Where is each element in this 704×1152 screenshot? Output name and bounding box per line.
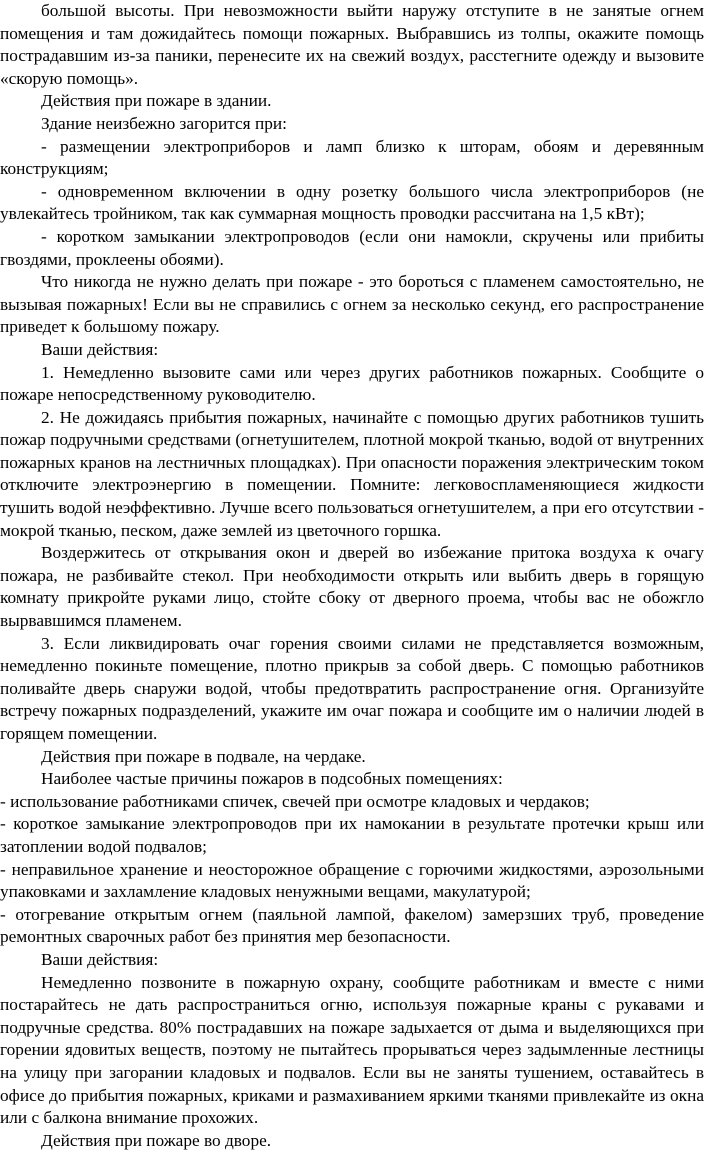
list-item: - коротком замыкании электропроводов (если они намокли, скручены или прибиты гвоздями, проклеены обоями). <box>0 226 704 269</box>
paragraph-20: Немедленно позвоните в пожарную охрану, сообщите работникам и вместе с ними постарайтесь не дать распространиться огню, используя пожарные краны с рукавами и подручные средства. 80% пострадавших на пожаре задыхается от дыма и выделяющихся при горении ядовитых веществ, поэтому не пытайтесь прорываться через задымленные лестницы на улицу при загорании кладовых и подвалов. Если вы не заняты тушением, оставайтесь в офисе до прибытия пожарных, криками и размахиванием яркими тканями привлекайте из окна или с балкона внимание прохожих. <box>0 972 704 1128</box>
list-item: - неправильное хранение и неосторожное обращение с горючими жидкостями, аэрозольными упаковками и захламление кладовых ненужными вещами, макулатурой; <box>0 859 704 902</box>
section-heading-basement-fire: Действия при пожаре в подвале, на чердаке. <box>41 746 366 766</box>
section-heading-building-fire: Действия при пожаре в здании. <box>41 91 272 111</box>
paragraph-7: Что никогда не нужно делать при пожаре - это бороться с пламенем самостоятельно, не вызывая пожарных! Если вы не справились с огнем за несколько секунд, его распространение приведет к большому пожару. <box>0 272 704 337</box>
list-item: - короткое замыкание электропроводов при их намокании в результате протечки крыш или затоплении водой подвалов; <box>0 814 704 856</box>
list-item: - размещении электроприборов и ламп близко к шторам, обоям и деревянным конструкциям; <box>0 136 704 179</box>
paragraph-3: Здание неизбежно загорится при: <box>41 113 287 133</box>
paragraph-14: Наиболее частые причины пожаров в подсобных помещениях: <box>41 769 503 789</box>
numbered-item-2: 2. Не дожидаясь прибытия пожарных, начинайте с помощью других работников тушить пожар подручными средствами (огнетушителем, плотной мокрой тканью, водой от внутренних пожарных кранов на лестничных площадках). При опасности поражения электрическим током отключите электроэнергию в помещении. Помните: легковоспламеняющиеся жидкости тушить водой неэффективно. Лучше всего пользоваться огнетушителем, а при его отсутствии - мокрой тканью, песком, даже землей из цветочного горшка. <box>0 407 704 540</box>
paragraph-11: Воздержитесь от открывания окон и дверей во избежание притока воздуха к очагу пожара, не разбивайте стекол. При необходимости открыть или выбить дверь в горящую комнату прикройте руками лицо, стойте сбоку от дверного проема, чтобы вас не обожгло вырвавшимся пламенем. <box>0 543 704 631</box>
list-item: - отогревание открытым огнем (паяльной лампой, факелом) замерзших труб, проведение ремонтных сварочных работ без принятия мер безопасности. <box>0 904 704 947</box>
numbered-item-3: 3. Если ликвидировать очаг горения своими силами не представляется возможным, немедленно покиньте помещение, плотно прикрыв за собой дверь. С помощью работников поливайте дверь снаружи водой, чтобы предотвратить распространение огня. Организуйте встречу пожарных подразделений, укажите им очаг пожара и сообщите им о наличии людей в горящем помещении. <box>0 633 704 743</box>
list-item: - использование работниками спичек, свечей при осмотре кладовых и чердаков; <box>0 791 590 811</box>
section-heading-yard-fire: Действия при пожаре во дворе. <box>41 1130 272 1150</box>
numbered-item-1: 1. Немедленно вызовите сами или через других работников пожарных. Сообщите о пожаре непосредственному руководителю. <box>0 362 704 405</box>
actions-heading: Ваши действия: <box>41 949 159 969</box>
paragraph-1: большой высоты. При невозможности выйти наружу отступите в не занятые огнем помещения и там дожидайтесь помощи пожарных. Выбравшись из толпы, окажите помощь пострадавшим из-за паники, перенесите их на свежий воздух, расстегните одежду и вызовите «скорую помощь». <box>0 1 704 88</box>
actions-heading: Ваши действия: <box>41 339 159 359</box>
list-item: - одновременном включении в одну розетку большого числа электроприборов (не увлекайтесь тройником, так как суммарная мощность проводки рассчитана на 1,5 кВт); <box>0 181 704 224</box>
